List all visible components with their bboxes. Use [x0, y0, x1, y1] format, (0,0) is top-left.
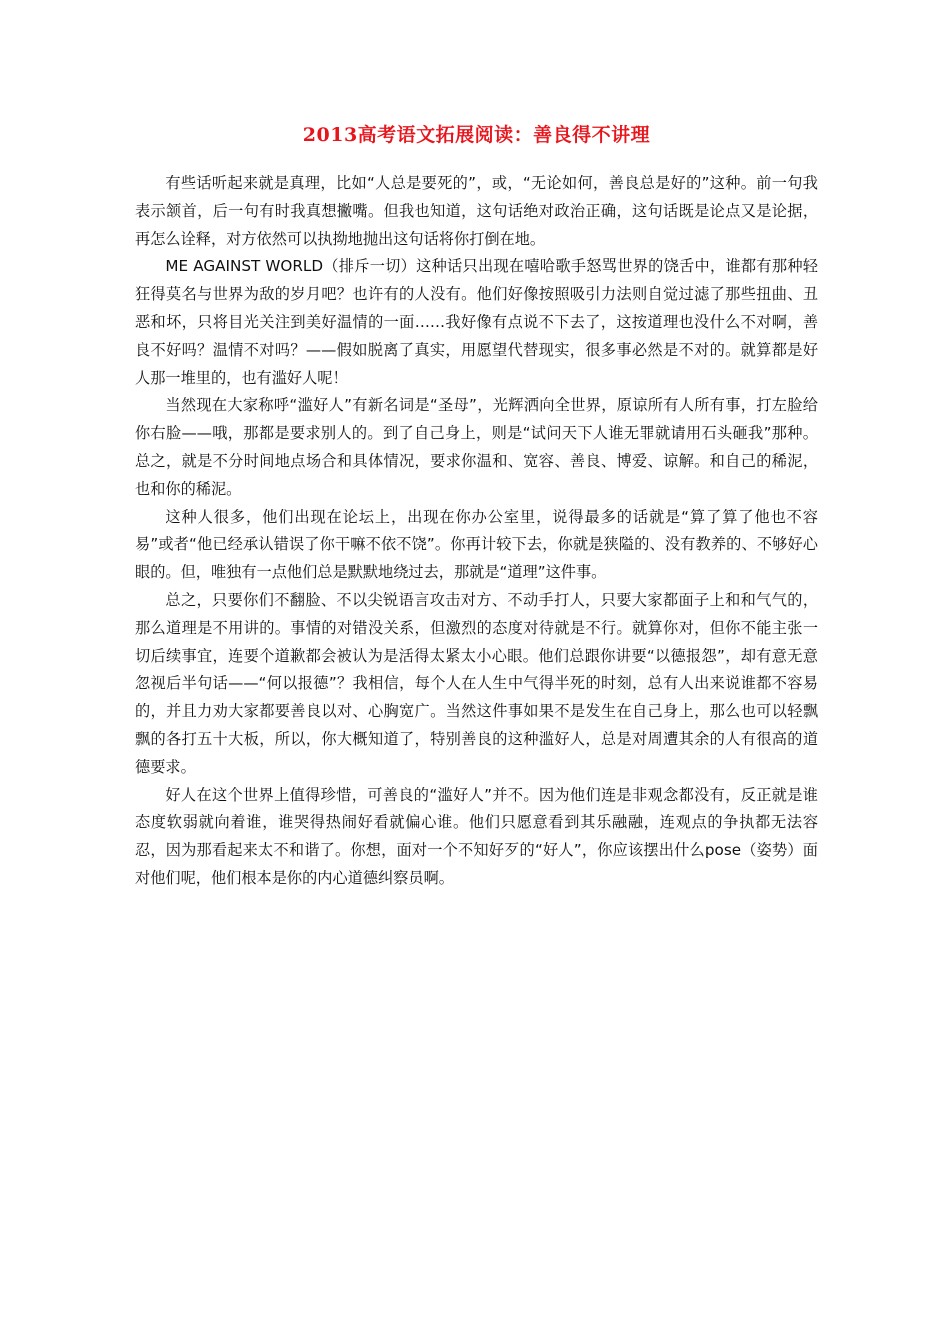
paragraph-3: 当然现在大家称呼“滥好人”有新名词是“圣母”，光辉洒向全世界，原谅所有人所有事，打左脸给你右脸——哦，那都是要求别人的。到了自己身上，则是“试问天下人谁无罪就请用石头砸我”那种。总之，就是不分时间地点场合和具体情况，要求你温和、宽容、善良、博爱、谅解。和自己的稀泥，也和你的稀泥。 — [135, 396, 818, 498]
paragraph-4: 这种人很多，他们出现在论坛上，出现在你办公室里，说得最多的话就是“算了算了他也不容易”或者“他已经承认错误了你干嘛不依不饶”。你再计较下去，你就是狭隘的、没有教养的、不够好心眼的。但，唯独有一点他们总是默默地绕过去，那就是“道理”这件事。 — [135, 507, 818, 582]
paragraph-2: ME AGAINST WORLD（排斥一切）这种话只出现在嘻哈歌手怒骂世界的饶舌中，谁都有那种轻狂得莫名与世界为敌的岁月吧？也许有的人没有。他们好像按照吸引力法则自觉过滤了那些扭曲、丑恶和坏，只将目光关注到美好温情的一面……我好像有点说不下去了，这按道理也没什么不对啊，善良不好吗？温情不对吗？——假如脱离了真实，用愿望代替现实，很多事必然是不对的。就算都是好人那一堆里的，也有滥好人呢！ — [135, 257, 818, 387]
paragraph-1: 有些话听起来就是真理，比如“人总是要死的”，或，“无论如何，善良总是好的”这种。前一句我表示颔首，后一句有时我真想撇嘴。但我也知道，这句话绝对政治正确，这句话既是论点又是论据，再怎么诠释，对方依然可以执拗地抛出这句话将你打倒在地。 — [135, 174, 818, 248]
paragraph-5: 总之，只要你们不翻脸、不以尖锐语言攻击对方、不动手打人，只要大家都面子上和和气气的，那么道理是不用讲的。事情的对错没关系，但激烈的态度对待就是不行。就算你对，但你不能主张一切后续事宜，连要个道歉都会被认为是活得太紧太小心眼。他们总跟你讲要“以德报怨”，却有意无意忽视后半句话——“何以报德”？我相信，每个人在人生中气得半死的时刻，总有人出来说谁都不容易的，并且力劝大家都要善良以对、心胸宽广。当然这件事如果不是发生在自己身上，那么也可以轻飘飘的各打五十大板，所以，你大概知道了，特别善良的这种滥好人，总是对周遭其余的人有很高的道德要求。 — [135, 590, 818, 776]
document-title: 2013高考语文拓展阅读：善良得不讲理 — [302, 124, 651, 146]
paragraph-6: 好人在这个世界上值得珍惜，可善良的“滥好人”并不。因为他们连是非观念都没有，反正就是谁态度软弱就向着谁，谁哭得热闹好看就偏心谁。他们只愿意看到其乐融融，连观点的争执都无法容忍，因为那看起来太不和谐了。你想，面对一个不知好歹的“好人”，你应该摆出什么pose（姿势）面对他们呢，他们根本是你的内心道德纠察员啊。 — [135, 785, 818, 887]
document-page — [135, 120, 818, 893]
document-body — [135, 170, 818, 893]
